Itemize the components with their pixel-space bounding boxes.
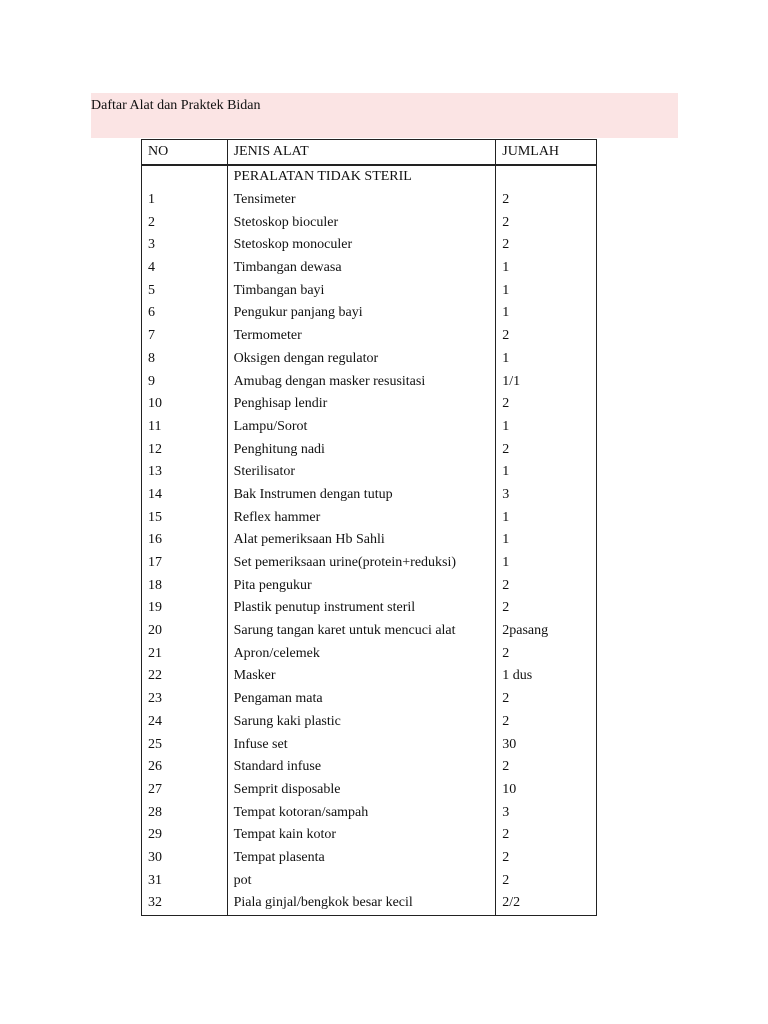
row-jumlah: 2 <box>496 711 597 734</box>
row-jenis-alat: Lampu/Sorot <box>227 416 496 439</box>
row-no: 17 <box>142 552 228 575</box>
document-title: Daftar Alat dan Praktek Bidan <box>91 98 261 113</box>
row-no: 28 <box>142 801 228 824</box>
row-no: 23 <box>142 688 228 711</box>
row-jenis-alat: Infuse set <box>227 733 496 756</box>
row-jenis-alat: Tensimeter <box>227 189 496 212</box>
row-jumlah: 2 <box>496 688 597 711</box>
header-jumlah: JUMLAH <box>496 140 597 166</box>
row-no: 11 <box>142 416 228 439</box>
row-jumlah: 1 <box>496 529 597 552</box>
row-no: 26 <box>142 756 228 779</box>
table-row <box>142 779 597 802</box>
row-jenis-alat: Semprit disposable <box>227 779 496 802</box>
row-no: 22 <box>142 665 228 688</box>
row-jumlah: 2 <box>496 189 597 212</box>
row-jumlah: 2 <box>496 325 597 348</box>
table-row <box>142 279 597 302</box>
row-jenis-alat: Penghisap lendir <box>227 393 496 416</box>
row-no: 15 <box>142 506 228 529</box>
table-row <box>142 234 597 257</box>
row-jenis-alat: pot <box>227 869 496 892</box>
table-row <box>142 620 597 643</box>
row-no: 32 <box>142 892 228 915</box>
row-no: 10 <box>142 393 228 416</box>
table-row <box>142 325 597 348</box>
row-jumlah: 2 <box>496 869 597 892</box>
row-jumlah: 3 <box>496 484 597 507</box>
row-jenis-alat: Pengaman mata <box>227 688 496 711</box>
header-no: NO <box>142 140 228 166</box>
row-jenis-alat: Timbangan bayi <box>227 279 496 302</box>
table-row <box>142 597 597 620</box>
row-jenis-alat: Tempat kotoran/sampah <box>227 801 496 824</box>
row-jumlah: 2 <box>496 574 597 597</box>
table-row <box>142 529 597 552</box>
row-jenis-alat: Standard infuse <box>227 756 496 779</box>
section-jumlah-cell <box>496 165 597 189</box>
table-row <box>142 370 597 393</box>
row-jumlah: 2/2 <box>496 892 597 915</box>
row-jenis-alat: Stetoskop monoculer <box>227 234 496 257</box>
row-no: 25 <box>142 733 228 756</box>
row-jenis-alat: Tempat plasenta <box>227 847 496 870</box>
table-row <box>142 733 597 756</box>
row-jumlah: 1 <box>496 257 597 280</box>
table-row <box>142 438 597 461</box>
row-no: 24 <box>142 711 228 734</box>
row-no: 21 <box>142 642 228 665</box>
row-jumlah: 1 <box>496 348 597 371</box>
row-jumlah: 2 <box>496 393 597 416</box>
table-row <box>142 711 597 734</box>
row-jenis-alat: Pita pengukur <box>227 574 496 597</box>
row-jumlah: 10 <box>496 779 597 802</box>
table-row <box>142 869 597 892</box>
row-no: 20 <box>142 620 228 643</box>
table-row <box>142 302 597 325</box>
row-jenis-alat: Apron/celemek <box>227 642 496 665</box>
table-row <box>142 688 597 711</box>
row-jenis-alat: Penghitung nadi <box>227 438 496 461</box>
table-row <box>142 484 597 507</box>
row-jumlah: 1 <box>496 461 597 484</box>
row-jumlah: 2pasang <box>496 620 597 643</box>
table-row <box>142 552 597 575</box>
row-no: 7 <box>142 325 228 348</box>
row-jenis-alat: Reflex hammer <box>227 506 496 529</box>
row-jumlah: 1 <box>496 416 597 439</box>
row-no: 8 <box>142 348 228 371</box>
row-no: 1 <box>142 189 228 212</box>
table-row <box>142 824 597 847</box>
table-row <box>142 348 597 371</box>
row-jumlah: 2 <box>496 642 597 665</box>
section-row <box>142 165 597 189</box>
table-row <box>142 211 597 234</box>
row-jumlah: 30 <box>496 733 597 756</box>
row-jenis-alat: Oksigen dengan regulator <box>227 348 496 371</box>
row-no: 14 <box>142 484 228 507</box>
table-row <box>142 847 597 870</box>
table-body <box>142 165 597 915</box>
row-jenis-alat: Termometer <box>227 325 496 348</box>
row-jumlah: 1 <box>496 279 597 302</box>
table-row <box>142 665 597 688</box>
row-jenis-alat: Masker <box>227 665 496 688</box>
row-no: 18 <box>142 574 228 597</box>
row-no: 19 <box>142 597 228 620</box>
row-no: 5 <box>142 279 228 302</box>
table-row <box>142 506 597 529</box>
row-no: 3 <box>142 234 228 257</box>
row-jenis-alat: Sterilisator <box>227 461 496 484</box>
row-jumlah: 1 <box>496 552 597 575</box>
section-no-cell <box>142 165 228 189</box>
equipment-table <box>141 139 597 916</box>
row-no: 4 <box>142 257 228 280</box>
row-jumlah: 1 <box>496 506 597 529</box>
table-row <box>142 801 597 824</box>
row-jenis-alat: Sarung kaki plastic <box>227 711 496 734</box>
row-jenis-alat: Amubag dengan masker resusitasi <box>227 370 496 393</box>
row-no: 27 <box>142 779 228 802</box>
row-jenis-alat: Piala ginjal/bengkok besar kecil <box>227 892 496 915</box>
row-jumlah: 2 <box>496 597 597 620</box>
table-header-row <box>142 140 597 166</box>
row-jenis-alat: Timbangan dewasa <box>227 257 496 280</box>
row-no: 16 <box>142 529 228 552</box>
header-jenis-alat: JENIS ALAT <box>227 140 496 166</box>
row-jumlah: 3 <box>496 801 597 824</box>
row-jumlah: 2 <box>496 438 597 461</box>
table-row <box>142 189 597 212</box>
table-row <box>142 642 597 665</box>
row-no: 9 <box>142 370 228 393</box>
row-jenis-alat: Stetoskop bioculer <box>227 211 496 234</box>
row-jumlah: 2 <box>496 756 597 779</box>
row-jumlah: 2 <box>496 847 597 870</box>
title-band <box>91 93 678 138</box>
row-no: 29 <box>142 824 228 847</box>
row-jenis-alat: Plastik penutup instrument steril <box>227 597 496 620</box>
row-jenis-alat: Sarung tangan karet untuk mencuci alat <box>227 620 496 643</box>
row-no: 12 <box>142 438 228 461</box>
row-jumlah: 1 <box>496 302 597 325</box>
table-row <box>142 892 597 915</box>
row-jumlah: 2 <box>496 211 597 234</box>
row-jumlah: 2 <box>496 824 597 847</box>
row-jumlah: 2 <box>496 234 597 257</box>
section-label: PERALATAN TIDAK STERIL <box>227 165 496 189</box>
row-no: 31 <box>142 869 228 892</box>
row-jenis-alat: Set pemeriksaan urine(protein+reduksi) <box>227 552 496 575</box>
row-jenis-alat: Alat pemeriksaan Hb Sahli <box>227 529 496 552</box>
row-no: 2 <box>142 211 228 234</box>
table-row <box>142 393 597 416</box>
row-no: 13 <box>142 461 228 484</box>
table-row <box>142 416 597 439</box>
row-jenis-alat: Tempat kain kotor <box>227 824 496 847</box>
table-row <box>142 257 597 280</box>
row-jumlah: 1 dus <box>496 665 597 688</box>
row-no: 30 <box>142 847 228 870</box>
row-jenis-alat: Pengukur panjang bayi <box>227 302 496 325</box>
row-no: 6 <box>142 302 228 325</box>
table-row <box>142 756 597 779</box>
row-jumlah: 1/1 <box>496 370 597 393</box>
row-jenis-alat: Bak Instrumen dengan tutup <box>227 484 496 507</box>
table-row <box>142 461 597 484</box>
table-row <box>142 574 597 597</box>
